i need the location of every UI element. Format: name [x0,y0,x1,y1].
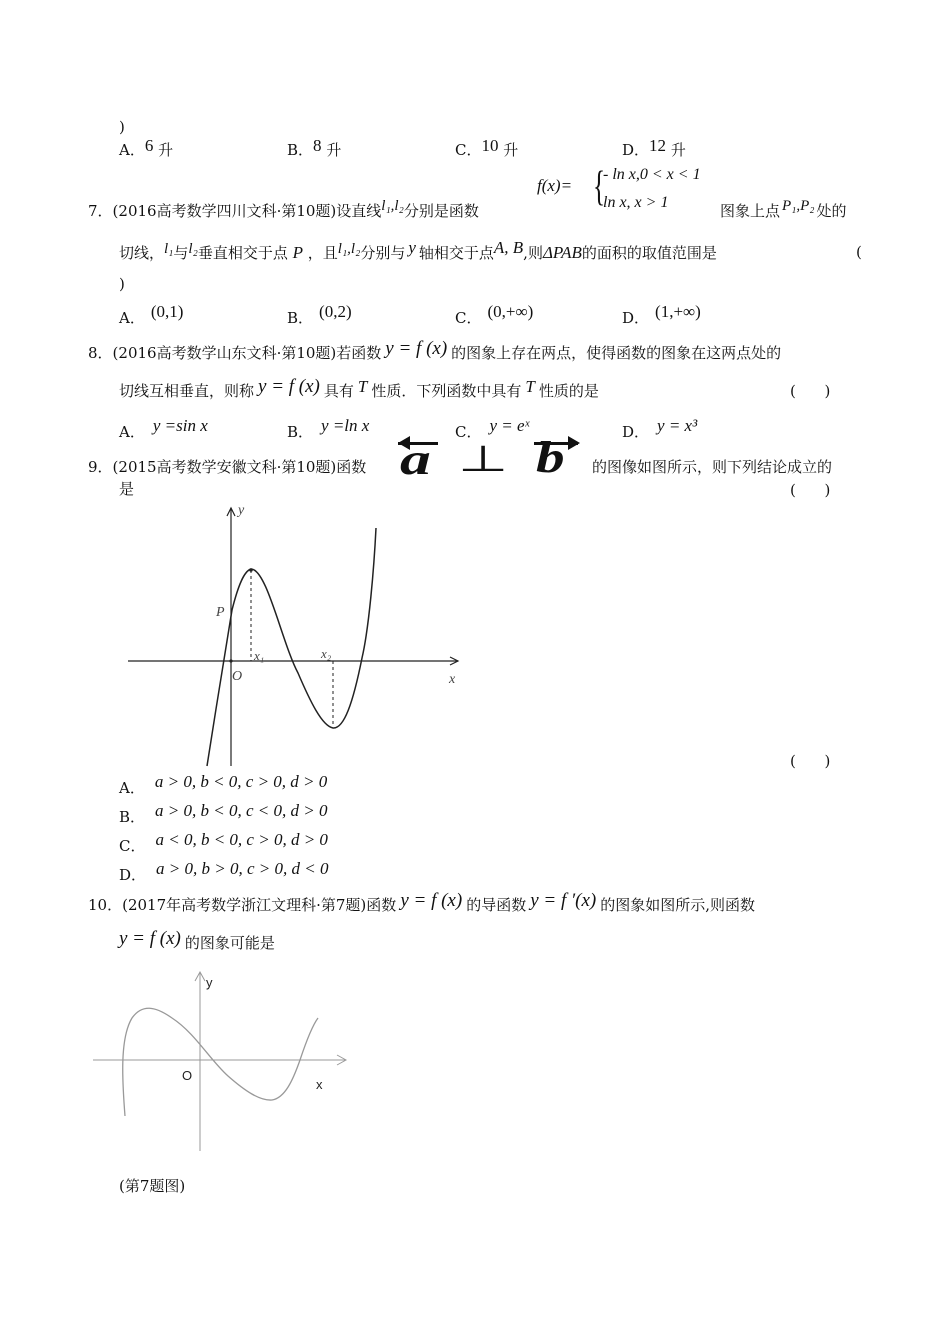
q9-option-d[interactable] [119,859,329,885]
cubic-curve [207,528,376,766]
option-unit: 升 [670,141,686,159]
question-source: (2016高考数学山东文科·第10题) [112,344,337,362]
x2-label: x₂ [321,646,332,661]
question-number: 9． [88,458,113,476]
stem-text: ，且 [307,244,338,262]
stem-text: 的导函数 [466,896,527,914]
q7-paren-open: ( [856,243,862,261]
option-value: 12 [649,136,667,155]
q9-option-a[interactable] [119,772,328,798]
q6-option-a[interactable] [119,136,174,160]
option-value: a > 0, b > 0, c > 0, d < 0 [156,859,329,878]
stem-text: 的图象如图所示,则函数 [600,896,756,914]
q9-vector-expression [396,433,582,484]
stem-text: 性质的是 [538,382,599,400]
q7-option-c[interactable] [455,302,534,328]
q8-answer-paren: ( ) [790,382,831,400]
q7-option-b[interactable] [287,302,352,328]
q8-option-d[interactable] [622,416,698,442]
question-source: (2016高考数学四川文科·第10题) [112,202,337,220]
option-value: a > 0, b < 0, c > 0, d > 0 [154,772,328,791]
math-yfx: y = f (x) [119,928,181,949]
math-t: T [525,377,535,396]
option-label: A． [119,141,145,159]
option-value: (0,1) [150,302,184,321]
math-p1p2: P₁,P₂ [782,198,815,214]
stem-text: 分别是函数 [403,202,479,220]
math-y: y [408,238,416,257]
option-unit: 升 [158,141,174,159]
option-label: D． [119,866,147,884]
stem-text: 的图象上存在两点，使得函数的图象在这两点处的 [451,344,782,362]
stem-text: 轴相交于点 [418,244,494,262]
math-l1l2: l₁,l₂ [381,198,404,214]
math-t: T [357,377,368,396]
math-pab: ΔPAB [542,243,582,262]
x-axis-label: x [449,672,456,687]
q10-figure-caption: (第7题图) [119,1177,186,1195]
stem-text: 的面积的取值范围是 [581,244,717,262]
option-label: C． [455,141,482,159]
option-value: 6 [144,136,154,155]
stem-text: 设直线 [336,202,382,220]
stem-text: 具有 [323,382,354,400]
stem-text: 函数 [336,458,367,476]
q7-piecewise-function [537,166,722,222]
q7-paren-close: ) [119,275,125,293]
math-l2: l₂ [188,241,198,257]
q10-stem-line2 [119,928,275,955]
option-value: y = x³ [657,416,698,435]
stem-text: 分别与 [360,244,406,262]
q6-option-c[interactable] [455,136,519,160]
option-label: B． [119,808,146,826]
math-yfx: y = f (x) [258,376,320,397]
stem-text: 处的 [816,202,847,220]
piece-fx: f(x)= [537,176,573,195]
math-yfx: y = f (x) [385,338,448,359]
stem-text: 切线互相垂直，则称 [119,382,255,400]
q7-option-a[interactable] [119,302,184,328]
y-axis-label: y [238,503,245,518]
q7-stem-line1-end [720,198,847,221]
question-source: (2017年高考数学浙江文理科·第7题) [122,896,367,914]
q9-option-c[interactable] [119,830,328,856]
q9-stem-line2: 是 [119,480,135,498]
option-value: 10 [481,136,499,155]
stem-text: 函数 [366,896,397,914]
question-number: 7． [88,202,113,220]
option-label: B． [287,423,314,441]
option-label: D． [622,141,650,159]
option-value: y = eˣ [489,416,530,435]
vector-a: a [400,435,431,484]
y-axis-label: y [206,975,213,990]
stem-text: ,则 [523,244,543,262]
piece-bottom: ln x, x > 1 [603,194,669,211]
option-label: A． [119,779,145,797]
q10-derivative-graph [90,968,352,1156]
piece-top: - ln x,0 < x < 1 [603,166,701,183]
origin-label: O [232,669,243,684]
stem-text: 垂直相交于点 [197,244,288,262]
stem-text: 图象上点 [720,202,781,220]
point-p-label: P [216,605,225,620]
option-value: a < 0, b < 0, c > 0, d > 0 [155,830,328,849]
origin-point [229,659,232,662]
option-value: 8 [313,136,322,155]
math-ab: A, B [493,238,524,257]
stem-text: 的图象可能是 [184,934,275,952]
option-label: A． [119,309,145,327]
question-number: 10． [88,896,123,914]
option-label: D． [622,309,650,327]
q9-option-b[interactable] [119,801,328,827]
question-number: 8． [88,344,113,362]
q9-answer-paren-2: ( ) [790,752,831,770]
option-value: (0,2) [319,302,352,321]
option-unit: 升 [503,141,519,159]
stem-text: 若函数 [336,344,382,362]
stem-text: 切线， [119,244,165,262]
option-label: B． [287,309,314,327]
q9-cubic-graph [120,498,470,770]
x1-label: x₁ [254,648,265,663]
derivative-curve [123,1008,318,1116]
option-value: y =sin x [152,416,208,435]
x-axis-label: x [316,1077,323,1092]
q7-stem-line2 [119,238,717,263]
origin-label: O [182,1068,193,1083]
q6-option-d[interactable] [622,136,686,160]
perp-symbol: ⊥ [458,439,509,479]
q9-stem-line1-end: 的图像如图所示，则下列结论成立的 [592,458,833,476]
math-l1l2: l₁,l₂ [337,241,361,257]
option-value: y =ln x [321,416,370,435]
option-label: A． [119,423,145,441]
q8-stem-line1 [88,338,782,365]
option-value: (1,+∞) [655,302,701,321]
option-value: a > 0, b < 0, c < 0, d > 0 [155,801,328,820]
option-label: C． [455,309,482,327]
option-label: C． [119,837,146,855]
max-point [249,568,253,572]
option-label: B． [287,141,314,159]
math-yfx: y = f (x) [400,890,463,911]
q8-option-b[interactable] [287,416,370,442]
q9-stem-line1-start [88,458,366,476]
q7-stem-line1 [88,198,479,221]
q9-answer-paren: ( ) [790,481,831,499]
question-source: (2015高考数学安徽文科·第10题) [112,458,337,476]
math-l1: l₁ [164,241,174,257]
q8-stem-line2 [119,376,599,403]
stem-text: 性质．下列函数中具有 [371,382,522,400]
stem-text: 与 [173,244,189,262]
option-unit: 升 [326,141,342,159]
brace-icon: { [593,164,606,210]
math-p: P [292,243,303,262]
math-yfpx: y = f ′(x) [530,890,597,911]
q6-option-b[interactable] [287,136,342,160]
option-label: C． [455,423,482,441]
option-value: (0,+∞) [487,302,534,321]
q6-paren-close: ) [119,118,125,136]
q10-stem-line1 [88,890,756,917]
q7-option-d[interactable] [622,302,701,328]
q8-option-a[interactable] [119,416,208,442]
arrow-head-icon [568,436,580,450]
vector-b: b [536,433,565,482]
option-label: D． [622,423,650,441]
